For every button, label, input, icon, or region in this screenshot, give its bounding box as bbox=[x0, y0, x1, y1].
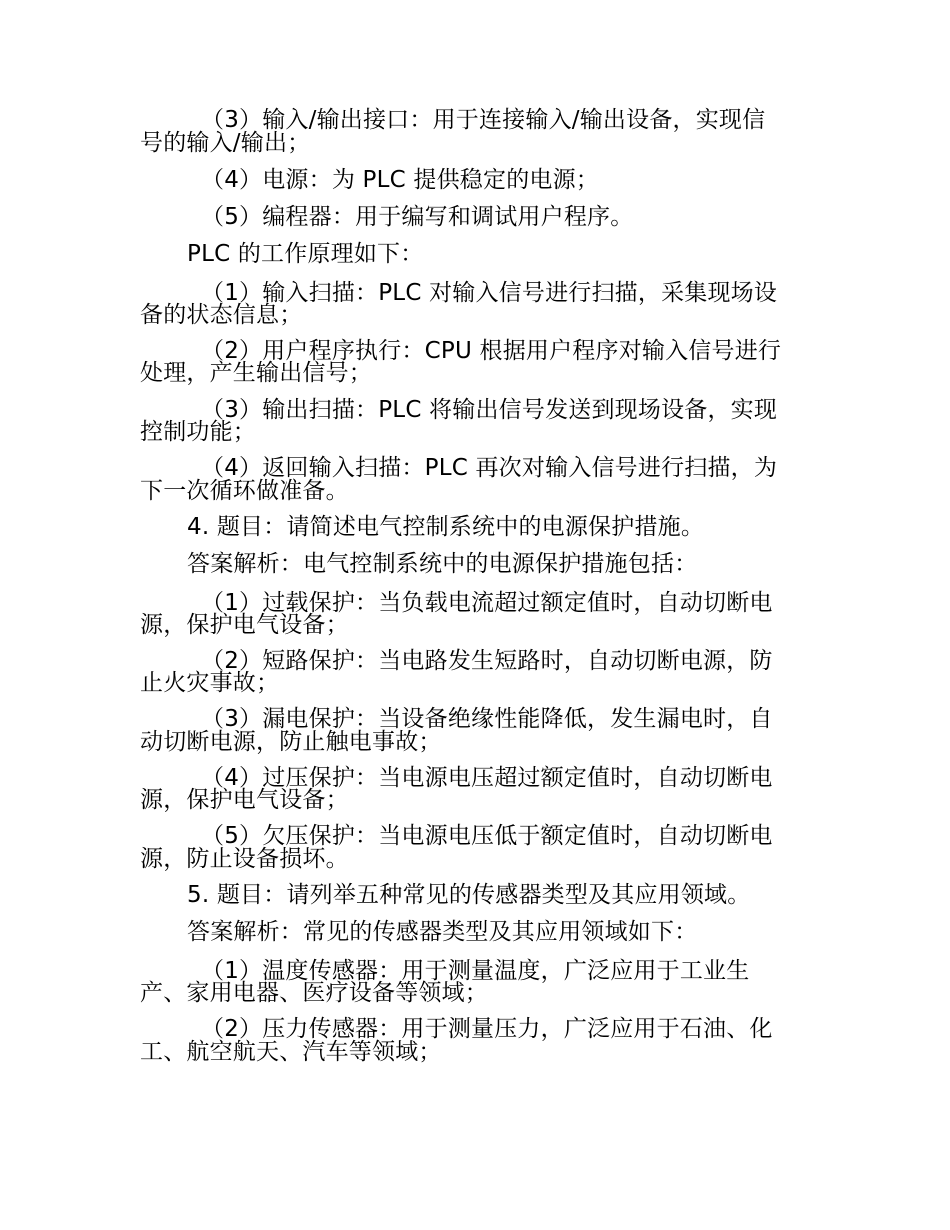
text-line: （1）温度传感器：用于测量温度，广泛应用于工业生 bbox=[201, 958, 750, 984]
question-title: 5. 题目：请列举五种常见的传感器类型及其应用领域。 bbox=[187, 882, 751, 908]
text-line: （5）编程器：用于编写和调试用户程序。 bbox=[201, 204, 634, 230]
text-line: （1）输入扫描：PLC 对输入信号进行扫描，采集现场设 bbox=[201, 280, 778, 306]
question-title: 4. 题目：请简述电气控制系统中的电源保护措施。 bbox=[187, 514, 705, 540]
answer-intro: 答案解析：电气控制系统中的电源保护措施包括： bbox=[187, 551, 698, 577]
answer-intro: 答案解析：常见的传感器类型及其应用领域如下： bbox=[187, 919, 698, 945]
text-line: （3）漏电保护：当设备绝缘性能降低，发生漏电时，自 bbox=[201, 706, 773, 732]
section-intro: PLC 的工作原理如下： bbox=[187, 241, 424, 267]
text-line: （2）压力传感器：用于测量压力，广泛应用于石油、化 bbox=[201, 1016, 773, 1042]
text-line: 处理，产生输出信号； bbox=[140, 360, 372, 386]
text-line: 工、航空航天、汽车等领域； bbox=[140, 1039, 442, 1065]
text-line: （3）输入/输出接口：用于连接输入/输出设备，实现信 bbox=[201, 107, 766, 133]
text-line: （4）返回输入扫描：PLC 再次对输入信号进行扫描，为 bbox=[201, 455, 778, 481]
text-line: （1）过载保护：当负载电流超过额定值时，自动切断电 bbox=[201, 590, 773, 616]
text-line: 下一次循环做准备。 bbox=[140, 478, 349, 504]
text-line: （4）过压保护：当电源电压超过额定值时，自动切断电 bbox=[201, 765, 773, 791]
text-line: 源，防止设备损坏。 bbox=[140, 846, 349, 872]
text-line: 备的状态信息； bbox=[140, 302, 303, 328]
text-line: 号的输入/输出； bbox=[140, 130, 311, 156]
text-line: 控制功能； bbox=[140, 419, 256, 445]
text-line: 动切断电源，防止触电事故； bbox=[140, 729, 442, 755]
text-line: （2）用户程序执行：CPU 根据用户程序对输入信号进行 bbox=[201, 338, 782, 364]
text-line: 源，保护电气设备； bbox=[140, 787, 349, 813]
text-line: 止火灾事故； bbox=[140, 670, 280, 696]
text-line: 源，保护电气设备； bbox=[140, 612, 349, 638]
text-line: 产、家用电器、医疗设备等领域； bbox=[140, 980, 488, 1006]
text-line: （5）欠压保护：当电源电压低于额定值时，自动切断电 bbox=[201, 823, 773, 849]
text-line: （4）电源：为 PLC 提供稳定的电源； bbox=[201, 167, 599, 193]
text-line: （3）输出扫描：PLC 将输出信号发送到现场设备，实现 bbox=[201, 397, 778, 423]
text-line: （2）短路保护：当电路发生短路时，自动切断电源，防 bbox=[201, 648, 773, 674]
